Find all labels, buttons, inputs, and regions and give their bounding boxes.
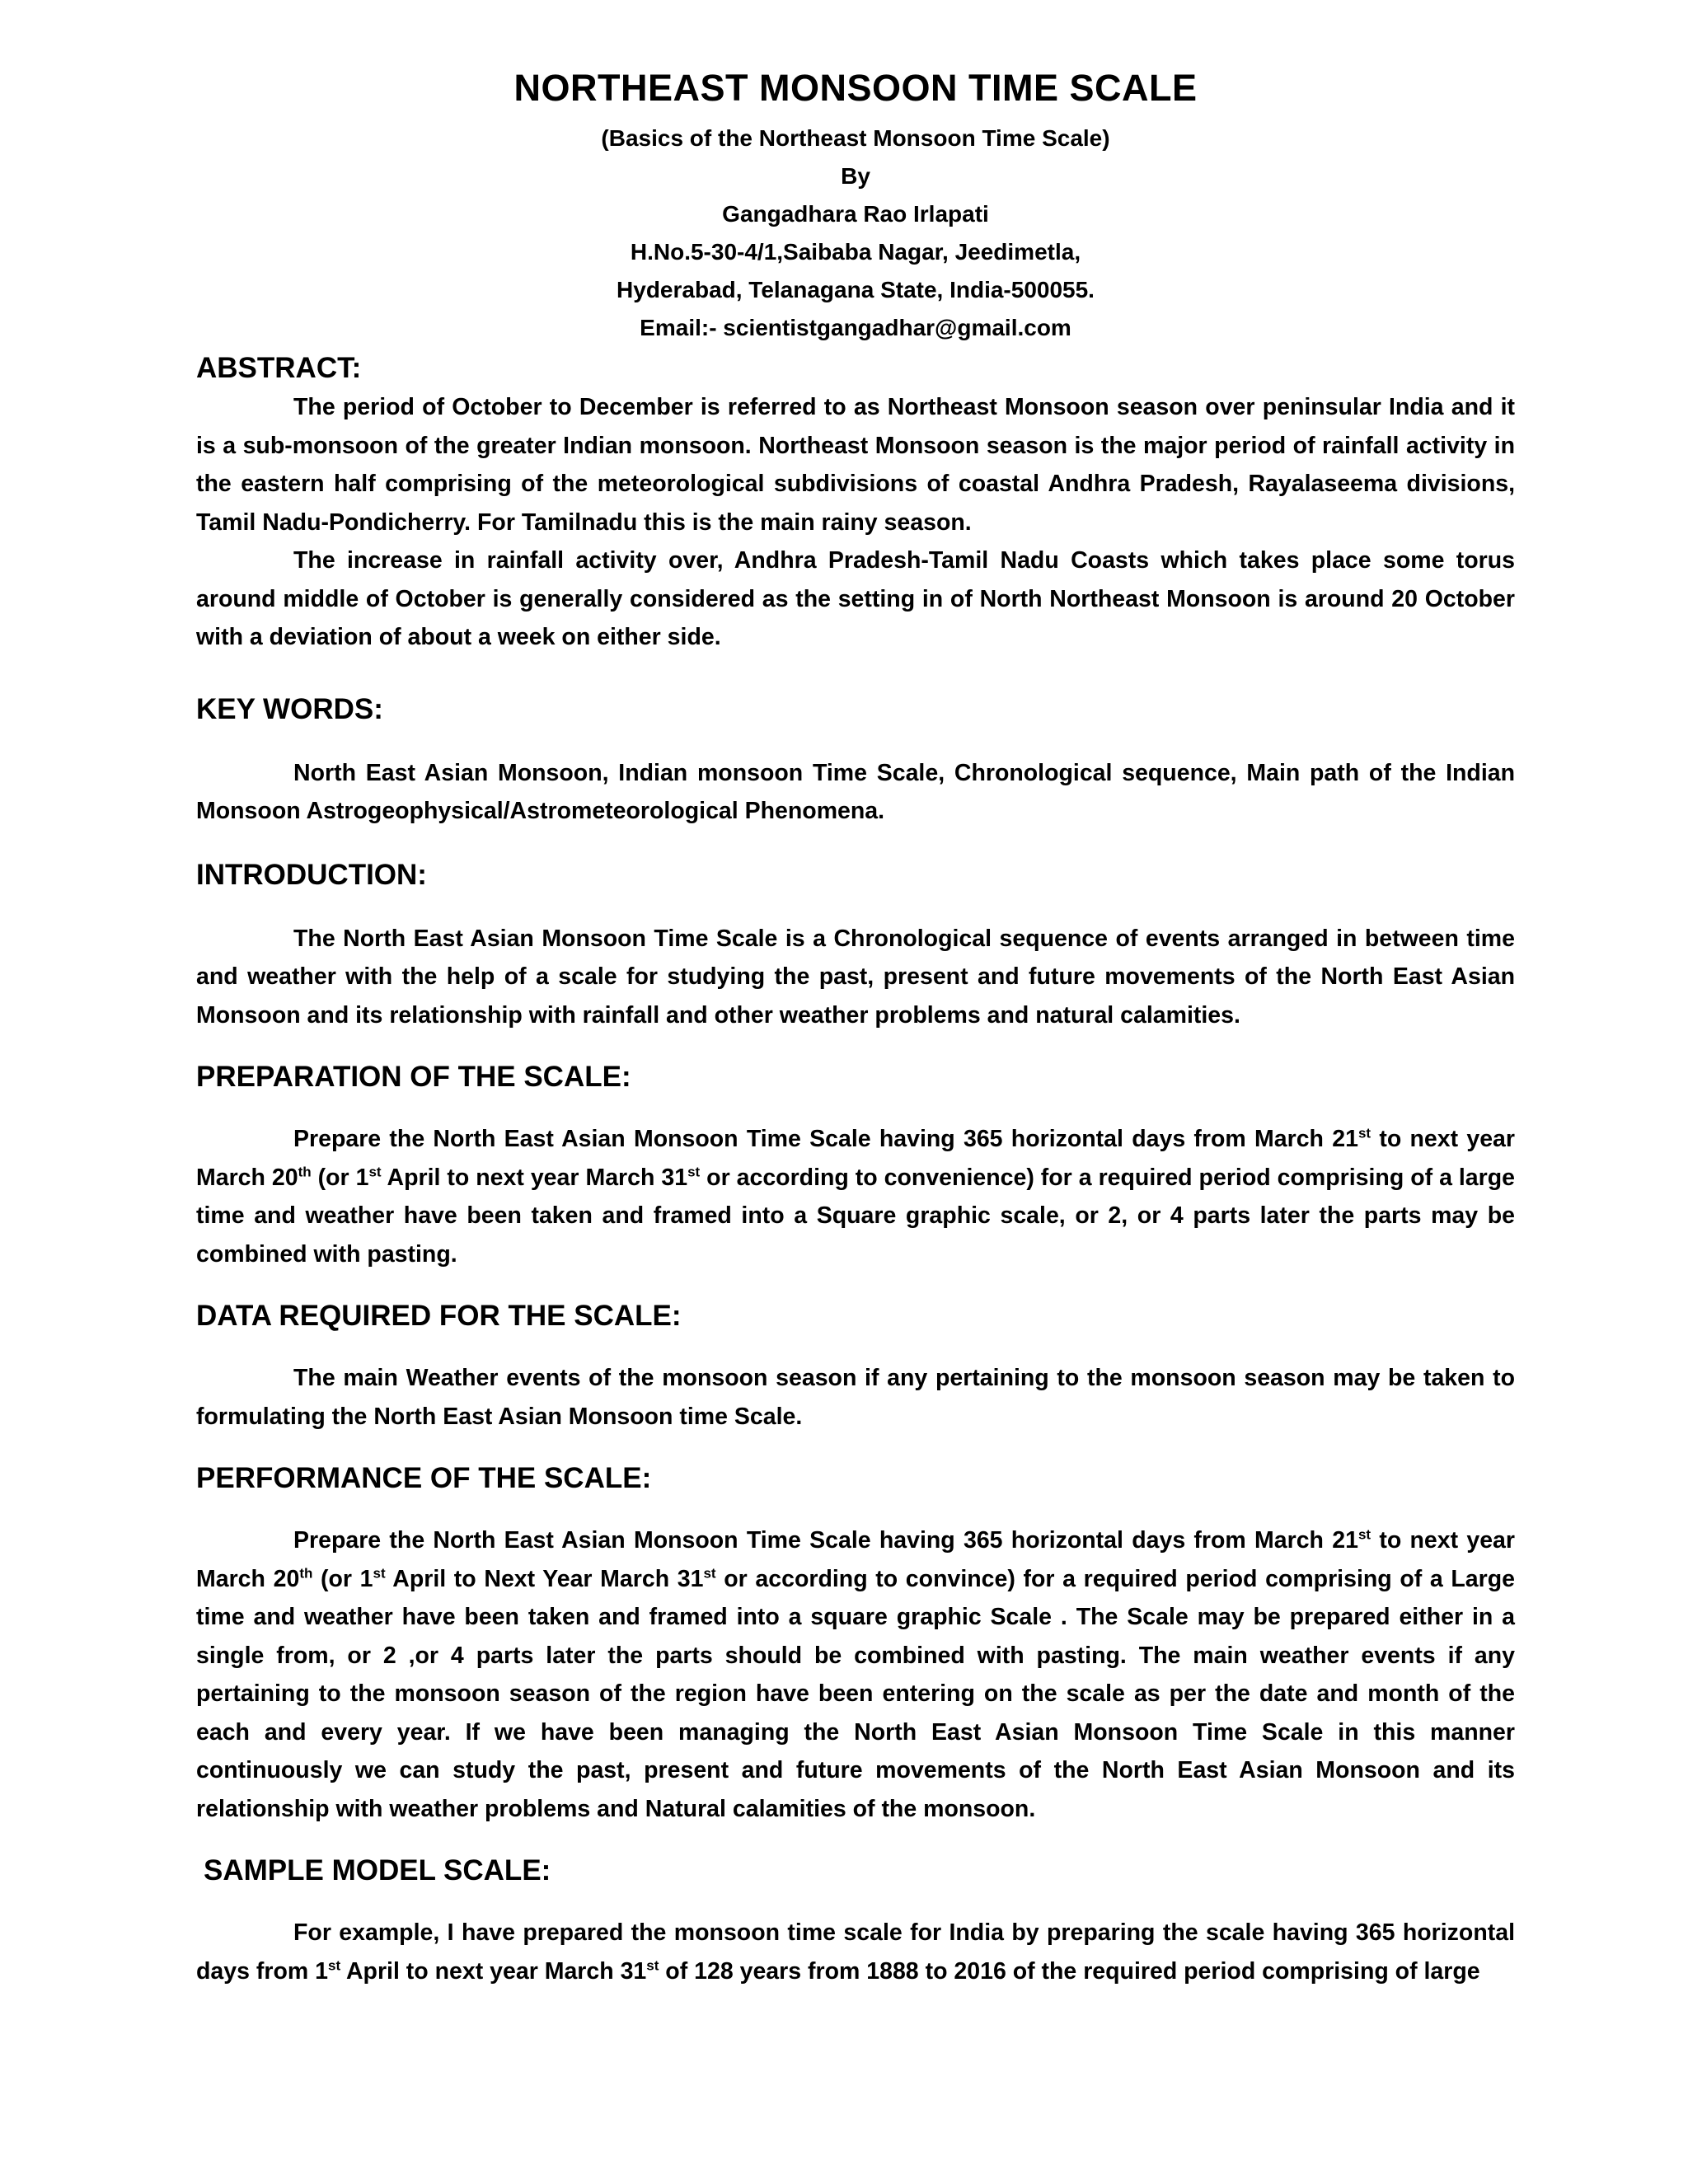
abstract-paragraph-1: The period of October to December is referred to as Northeast Monsoon season over peninsular India and it is a sub-monsoon of the greater Indian monsoon. Northeast Monsoon season is the major period of rainfall activity in the eastern half comprising of the meteorological subdivisions of coastal Andhra Pradesh, Rayalaseema divisions, Tamil Nadu-Pondicherry. For Tamilnadu this is the main rainy season.	[196, 394, 1515, 536]
preparation-heading: PREPARATION OF THE SCALE:	[196, 1061, 631, 1093]
performance-paragraph: Prepare the North East Asian Monsoon Time Scale having 365 horizontal days from March 21st to next year March 20th (or 1st April to Next Year March 31st or according to convince) for a required period comprising of a Large time and weather have been taken and framed into a square graphic Scale . The Scale may be prepared either in a single from, or 2 ,or 4 parts later the parts should be combined with pasting. The main weather events if any pertaining to the monsoon season of the region have been entering on the scale as per the date and month of the each and every year. If we have been managing the North East Asian Monsoon Time Scale in this manner continuously we can study the past, present and future movements of the North East Asian Monsoon and its relationship with weather problems and Natural calamities of the monsoon.	[196, 1526, 1516, 1822]
performance-heading: PERFORMANCE OF THE SCALE:	[196, 1462, 652, 1494]
author-email: Email:- scientistgangadhar@gmail.com	[640, 315, 1071, 340]
sample-model-paragraph: For example, I have prepared the monsoon time scale for India by preparing the scale having 365 horizontal days from 1st April to next year March 31st of 128 years from 1888 to 2016 of the required period comprising of large	[196, 1919, 1515, 1985]
data-required-paragraph: The main Weather events of the monsoon season if any pertaining to the monsoon season may be taken to formulating the North East Asian Monsoon time Scale.	[196, 1365, 1515, 1430]
abstract-heading: ABSTRACT:	[196, 352, 362, 384]
keywords-paragraph: North East Asian Monsoon, Indian monsoon Time Scale, Chronological sequence, Main path of the Indian Monsoon Astrogeophysical/Astrometeorological Phenomena.	[196, 759, 1515, 824]
document-title: NORTHEAST MONSOON TIME SCALE	[513, 67, 1198, 109]
document-page	[196, 62, 1515, 1990]
author-name: Gangadhara Rao Irlapati	[722, 201, 989, 227]
byline: By	[841, 163, 870, 189]
document-subtitle: (Basics of the Northeast Monsoon Time Scale)	[601, 125, 1110, 151]
author-address-line1: H.No.5-30-4/1,Saibaba Nagar, Jeedimetla,	[630, 239, 1081, 265]
author-address-line2: Hyderabad, Telanagana State, India-500055.	[617, 277, 1095, 302]
abstract-paragraph-2: The increase in rainfall activity over, Andhra Pradesh-Tamil Nadu Coasts which takes place some torus around middle of October is generally considered as the setting in of North Northeast Monsoon is around 20 October with a deviation of about a week on either side.	[196, 547, 1515, 650]
introduction-paragraph: The North East Asian Monsoon Time Scale is a Chronological sequence of events arranged in between time and weather with the help of a scale for studying the past, present and future movements of the North East Asian Monsoon and its relationship with rainfall and other weather problems and natural calamities.	[196, 925, 1515, 1029]
sample-model-heading: SAMPLE MODEL SCALE:	[204, 1854, 551, 1886]
data-required-heading: DATA REQUIRED FOR THE SCALE:	[196, 1300, 682, 1332]
introduction-heading: INTRODUCTION:	[196, 858, 427, 891]
keywords-heading: KEY WORDS:	[196, 692, 383, 725]
preparation-paragraph: Prepare the North East Asian Monsoon Time Scale having 365 horizontal days from March 21st to next year March 20th (or 1st April to next year March 31st or according to convenience) for a required period comprising of a large time and weather have been taken and framed into a Square graphic scale, or 2, or 4 parts later the parts may be combined with pasting.	[196, 1125, 1516, 1268]
